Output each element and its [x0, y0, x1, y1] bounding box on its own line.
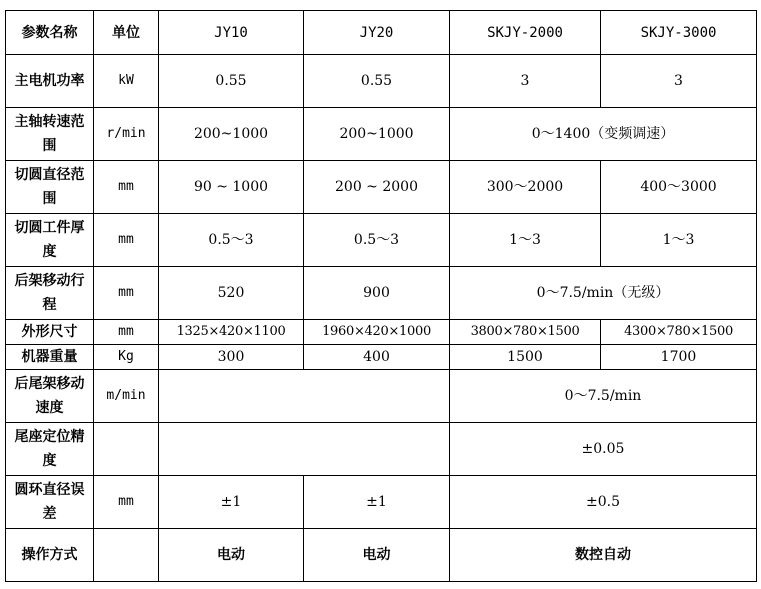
unit-operation-empty: [94, 529, 159, 582]
cell-power-skjy2000: 3: [450, 55, 601, 108]
unit-tail-speed: m/min: [94, 370, 159, 423]
row-weight: [6, 345, 757, 370]
cell-weight-skjy3000: 1700: [601, 345, 757, 370]
cell-speed-skjy: 0～1400（变频调速）: [450, 108, 757, 161]
cell-cut-range-skjy3000: 400～3000: [601, 161, 757, 214]
cell-dimensions-skjy2000: 3800×780×1500: [450, 320, 601, 345]
param-ring-error: 圆环直径误差: [6, 476, 94, 529]
cell-thickness-skjy2000: 1～3: [450, 214, 601, 267]
cell-operation-jy20: 电动: [304, 529, 450, 582]
unit-ring-error: mm: [94, 476, 159, 529]
unit-dimensions: mm: [94, 320, 159, 345]
row-cut-range: [6, 161, 757, 214]
cell-weight-jy20: 400: [304, 345, 450, 370]
cell-power-jy20: 0.55: [304, 55, 450, 108]
row-operation: [6, 529, 757, 582]
cell-thickness-skjy3000: 1～3: [601, 214, 757, 267]
param-power: 主电机功率: [6, 55, 94, 108]
cell-ring-error-jy20: ±1: [304, 476, 450, 529]
param-precision: 尾座定位精度: [6, 423, 94, 476]
cell-weight-skjy2000: 1500: [450, 345, 601, 370]
cell-tail-speed-jy-empty: [159, 370, 450, 423]
cell-dimensions-skjy3000: 4300×780×1500: [601, 320, 757, 345]
row-thickness: [6, 214, 757, 267]
cell-operation-jy10: 电动: [159, 529, 304, 582]
cell-dimensions-jy10: 1325×420×1100: [159, 320, 304, 345]
cell-precision-skjy: ±0.05: [450, 423, 757, 476]
cell-ring-error-jy10: ±1: [159, 476, 304, 529]
row-tail-speed: [6, 370, 757, 423]
unit-thickness: mm: [94, 214, 159, 267]
cell-power-jy10: 0.55: [159, 55, 304, 108]
param-tail-speed: 后尾架移动速度: [6, 370, 94, 423]
cell-thickness-jy10: 0.5～3: [159, 214, 304, 267]
cell-cut-range-jy20: 200 ~ 2000: [304, 161, 450, 214]
header-unit: 单位: [94, 11, 159, 55]
cell-speed-jy20: 200~1000: [304, 108, 450, 161]
cell-cut-range-skjy2000: 300～2000: [450, 161, 601, 214]
cell-thickness-jy20: 0.5～3: [304, 214, 450, 267]
header-model-jy20: JY20: [304, 11, 450, 55]
param-thickness: 切圆工件厚度: [6, 214, 94, 267]
cell-power-skjy3000: 3: [601, 55, 757, 108]
row-speed: [6, 108, 757, 161]
header-param: 参数名称: [6, 11, 94, 55]
header-row: [6, 11, 757, 55]
cell-travel-jy20: 900: [304, 267, 450, 320]
unit-speed: r/min: [94, 108, 159, 161]
header-model-jy10: JY10: [159, 11, 304, 55]
spec-table: [5, 10, 757, 582]
unit-travel: mm: [94, 267, 159, 320]
cell-travel-skjy: 0～7.5/min（无级）: [450, 267, 757, 320]
param-dimensions: 外形尺寸: [6, 320, 94, 345]
header-model-skjy2000: SKJY-2000: [450, 11, 601, 55]
param-cut-range: 切圆直径范围: [6, 161, 94, 214]
unit-precision-empty: [94, 423, 159, 476]
cell-ring-error-skjy: ±0.5: [450, 476, 757, 529]
unit-cut-range: mm: [94, 161, 159, 214]
cell-precision-jy-empty: [159, 423, 450, 476]
cell-weight-jy10: 300: [159, 345, 304, 370]
cell-cut-range-jy10: 90 ~ 1000: [159, 161, 304, 214]
cell-operation-skjy: 数控自动: [450, 529, 757, 582]
param-weight: 机器重量: [6, 345, 94, 370]
cell-dimensions-jy20: 1960×420×1000: [304, 320, 450, 345]
cell-tail-speed-skjy: 0～7.5/min: [450, 370, 757, 423]
param-operation: 操作方式: [6, 529, 94, 582]
cell-travel-jy10: 520: [159, 267, 304, 320]
cell-speed-jy10: 200~1000: [159, 108, 304, 161]
row-power: [6, 55, 757, 108]
row-dimensions: [6, 320, 757, 345]
header-model-skjy3000: SKJY-3000: [601, 11, 757, 55]
param-travel: 后架移动行程: [6, 267, 94, 320]
row-ring-error: [6, 476, 757, 529]
row-precision: [6, 423, 757, 476]
unit-power: kW: [94, 55, 159, 108]
row-travel: [6, 267, 757, 320]
param-speed: 主轴转速范围: [6, 108, 94, 161]
unit-weight: Kg: [94, 345, 159, 370]
